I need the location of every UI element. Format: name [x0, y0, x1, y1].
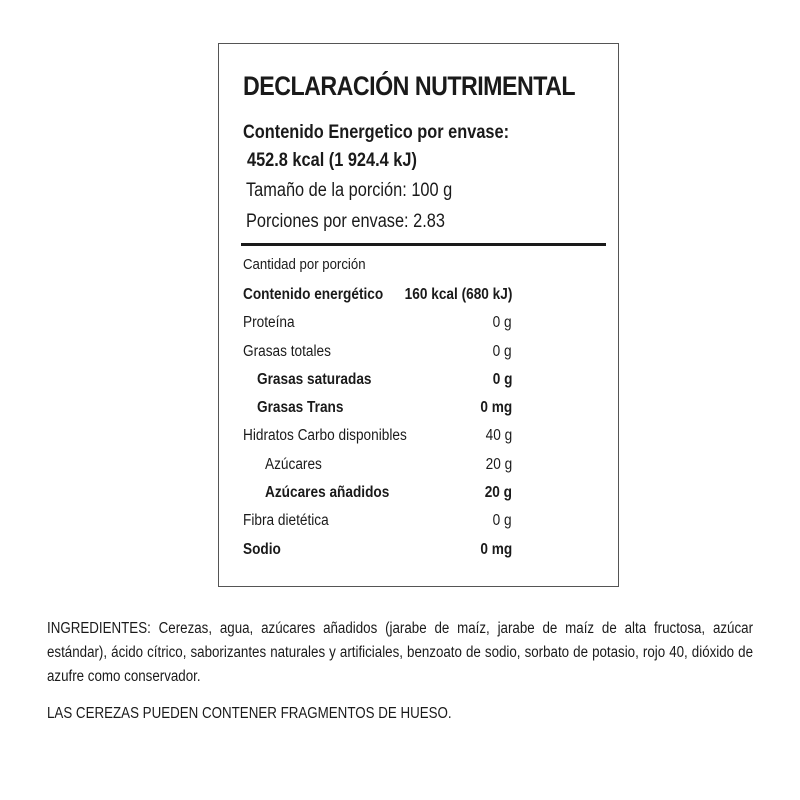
nutrition-facts-panel [218, 43, 619, 587]
nutrient-row [219, 425, 618, 453]
nutrient-row [219, 397, 618, 425]
header-divider [241, 243, 606, 246]
nutrient-name: Hidratos Carbo disponibles [243, 427, 407, 445]
nutrient-row [219, 284, 618, 312]
serving-size: Tamaño de la porción: 100 g [246, 180, 453, 201]
amount-per-serving-header: Cantidad por porción [243, 256, 366, 273]
nutrient-row [219, 510, 618, 538]
ingredients-block [47, 617, 753, 689]
nutrient-row [219, 539, 618, 567]
nutrient-row [219, 454, 618, 482]
energy-per-package-label: Contenido Energetico por envase: [243, 122, 510, 143]
nutrient-value: 40 g [485, 427, 512, 445]
nutrient-value: 20 g [485, 455, 512, 473]
nutrition-title: DECLARACIÓN NUTRIMENTAL [243, 71, 576, 101]
nutrient-name: Sodio [243, 540, 281, 558]
nutrient-value: 0 g [493, 314, 512, 332]
nutrient-value: 0 mg [480, 540, 512, 558]
nutrient-row [219, 312, 618, 340]
servings-per-package: Porciones por envase: 2.83 [246, 211, 445, 232]
nutrient-name: Contenido energético [243, 286, 384, 303]
nutrient-list [219, 284, 618, 567]
ingredients-text: INGREDIENTES: Cerezas, agua, azúcares añadidos (jarabe de maíz, jarabe de maíz de alta fructosa, azúcar estándar), ácido cítrico, saborizantes naturales y artificiales, benzoato de sodio, sorbato de potasio, rojo 40, dióxido de azufre como conservador. [47, 620, 754, 685]
nutrient-name: Grasas saturadas [257, 370, 372, 388]
nutrient-row [219, 369, 618, 397]
nutrient-name: Azúcares [265, 455, 322, 473]
nutrient-name: Azúcares añadidos [265, 484, 390, 502]
nutrient-value: 0 mg [480, 399, 512, 417]
bone-fragment-warning: LAS CEREZAS PUEDEN CONTENER FRAGMENTOS DE HUESO. [47, 705, 452, 722]
nutrient-value: 20 g [484, 484, 512, 502]
nutrient-row [219, 341, 618, 369]
nutrient-name: Proteína [243, 314, 295, 332]
nutrient-value: 160 kcal (680 kJ) [404, 286, 512, 303]
nutrient-name: Fibra dietética [243, 512, 329, 530]
nutrient-value: 0 g [493, 342, 512, 360]
nutrient-value: 0 g [493, 512, 512, 530]
nutrient-value: 0 g [492, 370, 512, 388]
energy-per-package-value: 452.8 kcal (1 924.4 kJ) [247, 150, 417, 171]
nutrient-name: Grasas totales [243, 342, 331, 360]
nutrient-row [219, 482, 618, 510]
nutrient-name: Grasas Trans [257, 399, 344, 417]
